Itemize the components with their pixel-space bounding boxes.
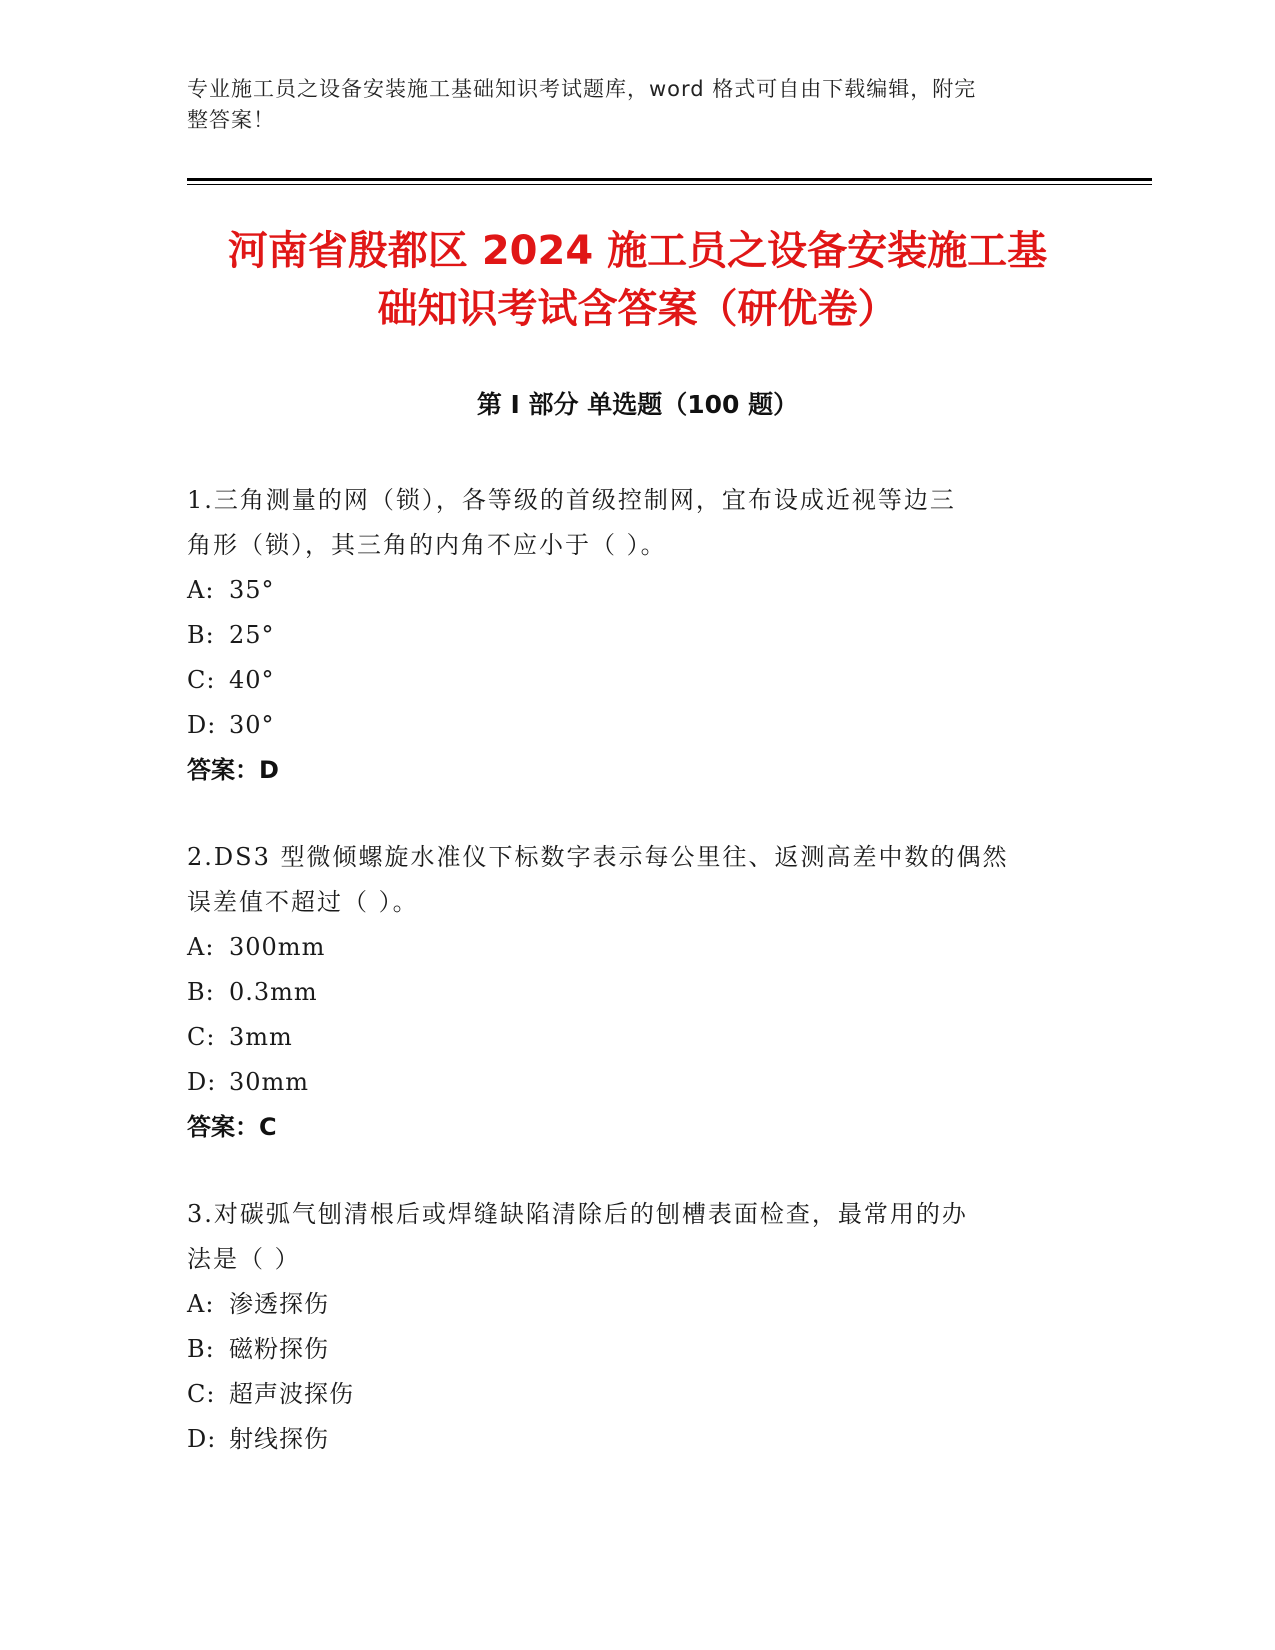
option-key: B: bbox=[187, 978, 215, 1006]
option-key: C: bbox=[187, 1023, 216, 1051]
option-text: 0.3mm bbox=[229, 978, 318, 1006]
option-text: 30mm bbox=[229, 1068, 310, 1096]
document-title bbox=[0, 222, 1275, 338]
question-stem bbox=[187, 1192, 1087, 1282]
question-stem-line: 3.对碳弧气刨清根后或焊缝缺陷清除后的刨槽表面检查，最常用的办 bbox=[187, 1200, 968, 1228]
header-note-line: 专业施工员之设备安装施工基础知识考试题库，word 格式可自由下载编辑，附完 bbox=[187, 77, 977, 101]
option-key: C: bbox=[187, 1380, 216, 1408]
option-text: 射线探伤 bbox=[229, 1425, 329, 1453]
question-stem bbox=[187, 478, 1087, 568]
question-item bbox=[187, 1192, 1087, 1462]
header-rule-thick bbox=[187, 178, 1152, 181]
option-b bbox=[187, 613, 1087, 658]
option-a bbox=[187, 1282, 1087, 1327]
option-c bbox=[187, 658, 1087, 703]
option-c bbox=[187, 1015, 1087, 1060]
question-item bbox=[187, 835, 1087, 1150]
header-note bbox=[187, 74, 1087, 136]
option-key: B: bbox=[187, 621, 215, 649]
header-rule-thin bbox=[187, 184, 1152, 185]
option-text: 超声波探伤 bbox=[229, 1380, 354, 1408]
option-text: 3mm bbox=[229, 1023, 293, 1051]
answer-line: 答案：C bbox=[187, 1113, 277, 1141]
option-text: 25° bbox=[229, 621, 275, 649]
option-d bbox=[187, 1060, 1087, 1105]
question-stem-line: 法是（ ） bbox=[187, 1245, 301, 1273]
option-b bbox=[187, 970, 1087, 1015]
option-key: C: bbox=[187, 666, 216, 694]
option-text: 渗透探伤 bbox=[229, 1290, 329, 1318]
option-b bbox=[187, 1327, 1087, 1372]
option-text: 40° bbox=[229, 666, 275, 694]
option-text: 300mm bbox=[229, 933, 326, 961]
question-stem-line: 2.DS3 型微倾螺旋水准仪下标数字表示每公里往、返测高差中数的偶然 bbox=[187, 843, 1009, 871]
question-stem-line: 角形（锁），其三角的内角不应小于（ ）。 bbox=[187, 531, 667, 559]
question-stem bbox=[187, 835, 1087, 925]
option-text: 磁粉探伤 bbox=[229, 1335, 329, 1363]
option-key: A: bbox=[187, 576, 215, 604]
question-stem-line: 1.三角测量的网（锁），各等级的首级控制网，宜布设成近视等边三 bbox=[187, 486, 956, 514]
option-d bbox=[187, 1417, 1087, 1462]
option-key: D: bbox=[187, 711, 217, 739]
option-d bbox=[187, 703, 1087, 748]
option-key: D: bbox=[187, 1425, 217, 1453]
option-a bbox=[187, 568, 1087, 613]
question-item bbox=[187, 478, 1087, 793]
answer-line: 答案：D bbox=[187, 756, 279, 784]
option-key: A: bbox=[187, 1290, 215, 1318]
option-text: 30° bbox=[229, 711, 275, 739]
option-key: B: bbox=[187, 1335, 215, 1363]
option-text: 35° bbox=[229, 576, 275, 604]
question-stem-line: 误差值不超过（ ）。 bbox=[187, 888, 419, 916]
document-title-line: 础知识考试含答案（研优卷） bbox=[377, 286, 898, 332]
header-note-line: 整答案！ bbox=[187, 108, 275, 132]
option-key: A: bbox=[187, 933, 215, 961]
option-key: D: bbox=[187, 1068, 217, 1096]
document-title-line: 河南省殷都区 2024 施工员之设备安装施工基 bbox=[227, 228, 1048, 274]
option-c bbox=[187, 1372, 1087, 1417]
option-a bbox=[187, 925, 1087, 970]
question-list bbox=[187, 478, 1087, 1504]
section-heading: 第 I 部分 单选题（100 题） bbox=[476, 390, 799, 419]
